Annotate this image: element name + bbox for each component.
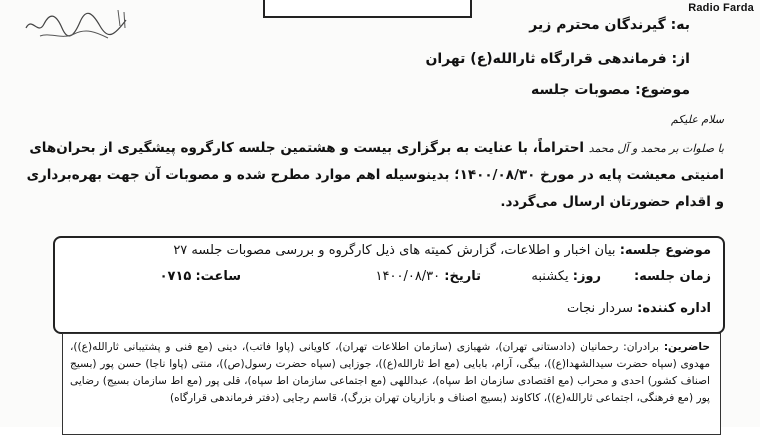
- sender-line: از: فرماندهی قرارگاه ثارالله(ع) تهران: [425, 51, 690, 67]
- meeting-chair-label: اداره کننده:: [637, 301, 711, 316]
- meeting-date-label: تاریخ:: [444, 269, 481, 284]
- meeting-topic-label: موضوع جلسه:: [619, 243, 711, 258]
- meeting-time-label: زمان جلسه:: [633, 269, 711, 284]
- attendees-label: حاضرین:: [663, 341, 710, 353]
- meeting-info-box: [53, 236, 725, 334]
- classification-box: [263, 0, 472, 18]
- handwritten-signature: [22, 6, 132, 46]
- meeting-day-value: یکشنبه: [531, 269, 569, 284]
- subject-line: موضوع: مصوبات جلسه: [530, 82, 690, 98]
- meeting-day-label: روز:: [572, 269, 601, 284]
- attendees-box: [62, 333, 721, 435]
- meeting-date-value: ۱۴۰۰/۰۸/۳۰: [375, 269, 441, 284]
- meeting-topic: [173, 243, 711, 258]
- meeting-hour-label: ساعت:: [195, 269, 241, 284]
- letter-body: [24, 135, 724, 216]
- attendees-list: [70, 339, 710, 407]
- meeting-hour: [160, 269, 241, 284]
- meeting-topic-value: بیان اخبار و اطلاعات، گزارش کمیته های ذیل کارگروه و بررسی مصوبات جلسه ۲۷: [173, 243, 616, 258]
- meeting-chair: [567, 301, 711, 316]
- attendees-text: برادران: رحمانیان (دادستانی تهران)، شهبازی (سازمان اطلاعات تهران)، کاویانی (پاوا فاتب)، دینی (مع فنی و پشتیبانی ثارالله(ع))، مهدوی (سپاه حضرت سیدالشهدا(ع))، بیگی، آرام، بابایی (مع اط ثارالله(ع))، جوزایی (سپاه حضرت رسول(ص))، منتی (پاوا ناجا) حسن پور (بسیج اصناف کشور) احدی و محراب (مع اقتصادی سازمان اط سپاه)، عبداللهی (مع اجتماعی سازمان اط سپاه)، قلی پور (مع اط سازمان بسیج) رضایی پور (مع فرهنگی، اجتماعی ثارالله(ع))، کاکاوند (بسیج اصناف و بازاریان تهران بزرگ)، قاسم رجایی (دفتر فرماندهی قرارگاه): [70, 341, 710, 404]
- meeting-chair-value: سردار نجات: [566, 301, 634, 316]
- meeting-date: [376, 269, 481, 284]
- watermark: Radio Farda: [688, 2, 754, 14]
- letter-body-text: احتراماً، با عنایت به برگزاری بیست و هشتمین جلسه کارگروه پیشگیری از بحران‌های امنیتی معیشت پایه در مورخ ۱۴۰۰/۰۸/۳۰؛ بدینوسیله اهم موارد مطرح شده و مصوبات آن جهت بهره‌برداری و اقدام حضورتان ارسال می‌گردد.: [26, 140, 724, 210]
- handwritten-opening: با صلوات بر محمد و آل محمد: [588, 142, 724, 155]
- meeting-hour-value: ۰۷۱۵: [159, 269, 192, 284]
- recipient-line: به: گیرندگان محترم زیر: [529, 17, 690, 33]
- salutation: سلام علیکم: [670, 113, 724, 126]
- meeting-day: [531, 269, 601, 284]
